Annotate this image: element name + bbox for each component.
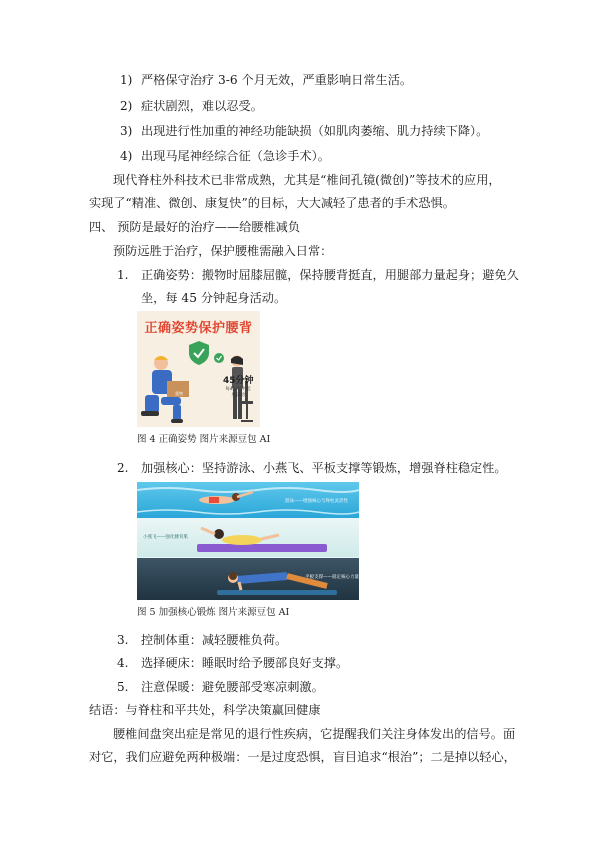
section-intro: 预防远胜于治疗，保护腰椎需融入日常： [113,244,333,258]
list-a-item-1: 严格保守治疗 3-6 个月无效，严重影响日常生活。 [141,73,413,87]
list-a-num-1: 1) [120,73,133,87]
list-a-item-2: 症状剧烈，难以忍受。 [141,99,263,113]
list-a-num-2: 2) [120,99,133,113]
list-a-num-4: 4) [120,149,133,163]
figure-posture-image [137,311,260,427]
swimming-label: 游泳——增强核心与脊柱灵活性 [285,499,348,504]
conclusion-heading: 结语：与脊柱和平共处，科学决策赢回健康 [89,703,321,717]
box-label: 重物 [175,391,183,396]
list-b-item-3: 控制体重：减轻腰椎负荷。 [141,633,288,647]
timer-label: 45分钟 [223,376,254,386]
list-b-item-2: 加强核心：坚持游泳、小燕飞、平板支撑等锻炼，增强脊柱稳定性。 [141,461,507,475]
list-b-item-1-cont: 坐，每 45 分钟起身活动。 [141,291,287,305]
figure-caption: 图 5 加强核心锻炼 图片来源豆包 AI [137,607,290,618]
timer-note: 每45分钟 起身活动 [225,387,251,398]
figure-core-exercise-image [137,482,359,600]
list-b-num-3: 3. [117,633,129,647]
section-heading: 四、 预防是最好的治疗——给腰椎减负 [89,220,301,234]
list-b-item-5: 注意保暖：避免腰部受寒凉刺激。 [141,680,324,694]
list-b-num-4: 4. [117,656,129,670]
figure-title: 正确姿势保护腰背 [144,321,253,336]
list-b-item-1: 正确姿势：搬物时屈膝屈髋，保持腰背挺直，用腿部力量起身；避免久 [141,268,519,282]
list-b-num-5: 5. [117,680,129,694]
figure-caption: 图 4 正确姿势 图片来源豆包 AI [137,434,271,445]
list-a-item-4: 出现马尾神经综合征（急诊手术）。 [141,149,330,163]
paragraph-line: 腰椎间盘突出症是常见的退行性疾病，它提醒我们关注身体发出的信号。面 [113,727,516,741]
paragraph-line: 现代脊柱外科技术已非常成熟，尤其是“椎间孔镜(微创)”等技术的应用， [113,173,501,187]
superman-label: 小燕飞——强化腰背肌 [143,535,188,540]
list-b-num-2: 2. [117,461,129,475]
list-a-item-3: 出现进行性加重的神经功能缺损（如肌肉萎缩、肌力持续下降）。 [141,124,489,138]
list-a-num-3: 3) [120,124,133,138]
paragraph-line: 实现了“精准、微创、康复快”的目标，大大减轻了患者的手术恐惧。 [89,196,455,210]
list-b-item-4: 选择硬床：睡眠时给予腰部良好支撑。 [141,656,349,670]
paragraph-line: 对它，我们应避免两种极端：一是过度恐惧，盲目追求“根治”；二是掉以轻心， [89,750,516,764]
plank-label: 平板支撑——稳定核心力量 [305,575,359,580]
list-b-num-1: 1. [117,268,129,282]
posture-illustration [137,311,260,427]
